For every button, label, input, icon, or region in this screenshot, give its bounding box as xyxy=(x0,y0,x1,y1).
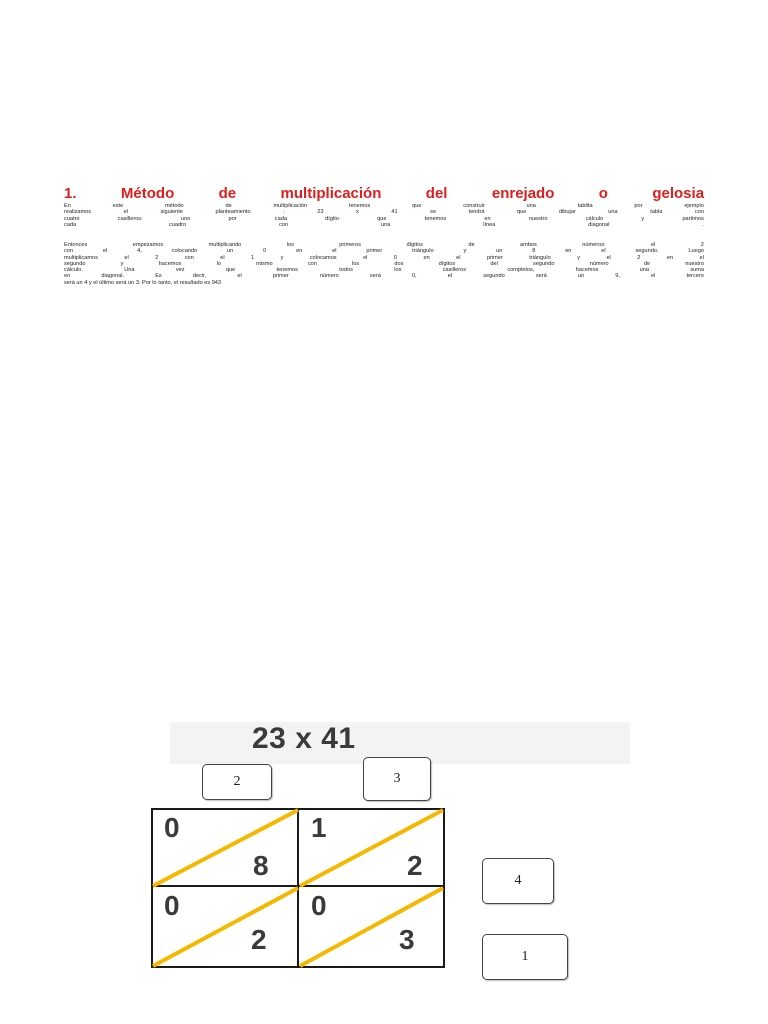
word: por xyxy=(228,215,237,222)
title-word: o xyxy=(598,185,608,202)
word: empezamos xyxy=(132,242,164,248)
word: y xyxy=(280,254,284,261)
word: el xyxy=(651,242,656,248)
word: el xyxy=(601,248,606,255)
title-word: del xyxy=(425,185,448,202)
word: Una xyxy=(124,267,135,274)
word: diagonal xyxy=(588,221,610,228)
word: ejemplo xyxy=(684,203,704,209)
paragraph-1 xyxy=(64,203,704,228)
word: : xyxy=(283,209,285,216)
word: mismo xyxy=(256,260,273,267)
word: el xyxy=(650,273,656,280)
cell-1-units: 8 xyxy=(253,850,269,881)
word: 41 xyxy=(391,209,398,216)
word: un xyxy=(577,273,585,280)
word: multiplicamos xyxy=(64,254,98,261)
word: el xyxy=(447,273,453,280)
word: multiplicación xyxy=(273,203,308,209)
title-word: de xyxy=(218,185,237,202)
word: y xyxy=(641,215,645,222)
word: con xyxy=(184,254,194,261)
word: cuatro xyxy=(64,215,80,222)
word: realizamos xyxy=(64,209,92,216)
word: todos xyxy=(339,267,353,274)
word: y xyxy=(463,248,467,255)
word: en xyxy=(484,215,491,222)
word: método xyxy=(165,203,184,209)
word: segundo xyxy=(533,260,555,267)
word: tabla xyxy=(650,209,663,216)
word: un xyxy=(496,248,503,255)
word: primer xyxy=(486,254,503,261)
word: que xyxy=(517,209,527,216)
cell-1-tens: 0 xyxy=(164,812,180,843)
word: 2 xyxy=(637,254,641,261)
title-word: enrejado xyxy=(491,185,555,202)
word: 23 xyxy=(317,209,324,216)
word: con xyxy=(64,248,74,255)
word: el xyxy=(456,254,461,261)
word: diagonal. xyxy=(101,273,125,280)
word: nuestro xyxy=(685,260,704,267)
word: cuadro xyxy=(169,221,187,228)
word: ambos xyxy=(520,242,537,248)
word: 1 xyxy=(251,254,255,261)
word: cada xyxy=(274,215,287,222)
word: de xyxy=(643,260,651,267)
word: el xyxy=(123,209,128,216)
word: con xyxy=(279,221,289,228)
word: en xyxy=(296,248,303,255)
word: en xyxy=(565,248,572,255)
lattice-grid xyxy=(151,808,445,968)
title-word: multiplicación xyxy=(280,185,382,202)
word: multiplicando xyxy=(208,242,242,248)
word: tenemos xyxy=(348,203,371,209)
word: 0 xyxy=(393,254,397,261)
word: el xyxy=(606,254,611,261)
word: que xyxy=(225,267,236,274)
word: uno xyxy=(180,215,191,222)
word: línea xyxy=(483,221,496,228)
word: colocando xyxy=(171,248,198,255)
word: primer xyxy=(272,273,289,280)
word: el xyxy=(237,273,242,280)
word: los xyxy=(352,260,360,267)
word: tablita xyxy=(577,203,593,209)
word: suma xyxy=(690,267,704,274)
word: triángulo xyxy=(529,254,551,261)
word: una xyxy=(639,267,650,274)
word: colocamos xyxy=(309,254,337,261)
word: que xyxy=(377,215,387,222)
word: Entonces xyxy=(64,242,88,248)
word: los xyxy=(286,242,294,248)
word: será xyxy=(369,273,381,280)
figure-title: 23 x 41 xyxy=(252,722,356,755)
word: en xyxy=(64,273,71,280)
word: en xyxy=(666,254,674,261)
word: tenemos xyxy=(276,267,298,274)
word: cada xyxy=(64,221,77,228)
cell-3-units: 2 xyxy=(251,924,267,955)
word: tendrá xyxy=(468,209,485,216)
word: Luego xyxy=(688,248,704,255)
word: este xyxy=(112,203,124,209)
word: el xyxy=(124,254,129,261)
word: 2 xyxy=(155,254,159,261)
word: 9, xyxy=(615,273,620,280)
word: se xyxy=(430,209,437,216)
word: los xyxy=(394,267,402,274)
word: con xyxy=(694,209,704,216)
word: segundo. xyxy=(635,248,659,255)
word: dígitos xyxy=(438,260,456,267)
word: decir, xyxy=(192,273,207,280)
word: hacemos xyxy=(158,260,182,267)
word: 0, xyxy=(411,273,417,280)
paragraph-2 xyxy=(64,242,704,286)
word: por xyxy=(634,203,643,209)
cell-4-tens: 0 xyxy=(311,890,327,921)
word: el xyxy=(102,248,108,255)
word: número xyxy=(319,273,339,280)
word: una xyxy=(381,221,391,228)
paragraph-line xyxy=(64,280,704,286)
top-digit-box-1: 2 xyxy=(202,764,272,800)
word: nuestro xyxy=(528,215,548,222)
word: primer xyxy=(366,248,383,255)
word: partimos xyxy=(682,215,704,222)
word: casilleros: xyxy=(117,215,143,222)
word: construir xyxy=(463,203,485,209)
word: que xyxy=(412,203,422,209)
word: dígito xyxy=(325,215,339,222)
title-word: Método xyxy=(120,185,175,202)
word: será xyxy=(535,273,547,280)
word: cálculo xyxy=(585,215,604,222)
word: números: xyxy=(582,242,606,248)
word: primeros xyxy=(339,242,362,248)
section-title xyxy=(64,185,704,203)
word: 0 xyxy=(263,248,267,255)
word: . xyxy=(702,221,704,228)
word: tenemos xyxy=(424,215,447,222)
word: de xyxy=(225,203,232,209)
title-word: 1. xyxy=(64,185,77,202)
word: tercero xyxy=(686,273,704,280)
word: dígitos xyxy=(406,242,423,248)
word: casilleros xyxy=(442,267,467,274)
word: dibujar xyxy=(558,209,576,216)
word: el xyxy=(332,248,337,255)
word: cálculo. xyxy=(64,267,83,274)
word: Es xyxy=(155,273,162,280)
right-digit-box-1: 4 xyxy=(482,858,554,904)
word: en xyxy=(423,254,430,261)
cell-2-units: 2 xyxy=(407,850,423,881)
word: el xyxy=(699,254,704,261)
word: planteamiento xyxy=(215,209,251,216)
paragraph-line xyxy=(64,222,704,228)
cell-4-units: 3 xyxy=(399,924,415,955)
word: de xyxy=(468,242,475,248)
word: En xyxy=(64,203,71,209)
word: 2 xyxy=(700,242,704,248)
word: una xyxy=(526,203,536,209)
cell-3-tens: 0 xyxy=(164,890,180,921)
word: lo xyxy=(216,260,221,267)
word: hacemos xyxy=(575,267,599,274)
word: 8 xyxy=(532,248,536,255)
title-word: gelosia xyxy=(652,185,705,202)
word: una xyxy=(608,209,618,216)
word: y xyxy=(577,254,580,261)
word: y xyxy=(120,260,124,267)
word: segundo xyxy=(64,260,86,267)
word: el xyxy=(363,254,368,261)
word: segundo xyxy=(483,273,505,280)
word: 4, xyxy=(137,248,142,255)
word: será un 4 y el último será un 3. Por lo tanto, el resultado es 943 xyxy=(64,279,222,286)
word: vez xyxy=(175,267,185,274)
top-digit-box-2: 3 xyxy=(363,757,431,801)
word: del xyxy=(490,260,498,267)
word: x xyxy=(356,209,359,216)
word: un xyxy=(227,248,234,255)
word: dos xyxy=(394,260,404,267)
cell-2-tens: 1 xyxy=(311,812,327,843)
word: siguiente xyxy=(160,209,183,216)
word: el xyxy=(220,254,225,261)
word: triángulo xyxy=(412,248,434,255)
right-digit-box-2: 1 xyxy=(482,934,568,980)
word: con xyxy=(307,260,317,267)
word: completos, xyxy=(507,267,535,274)
word: número xyxy=(589,260,609,267)
